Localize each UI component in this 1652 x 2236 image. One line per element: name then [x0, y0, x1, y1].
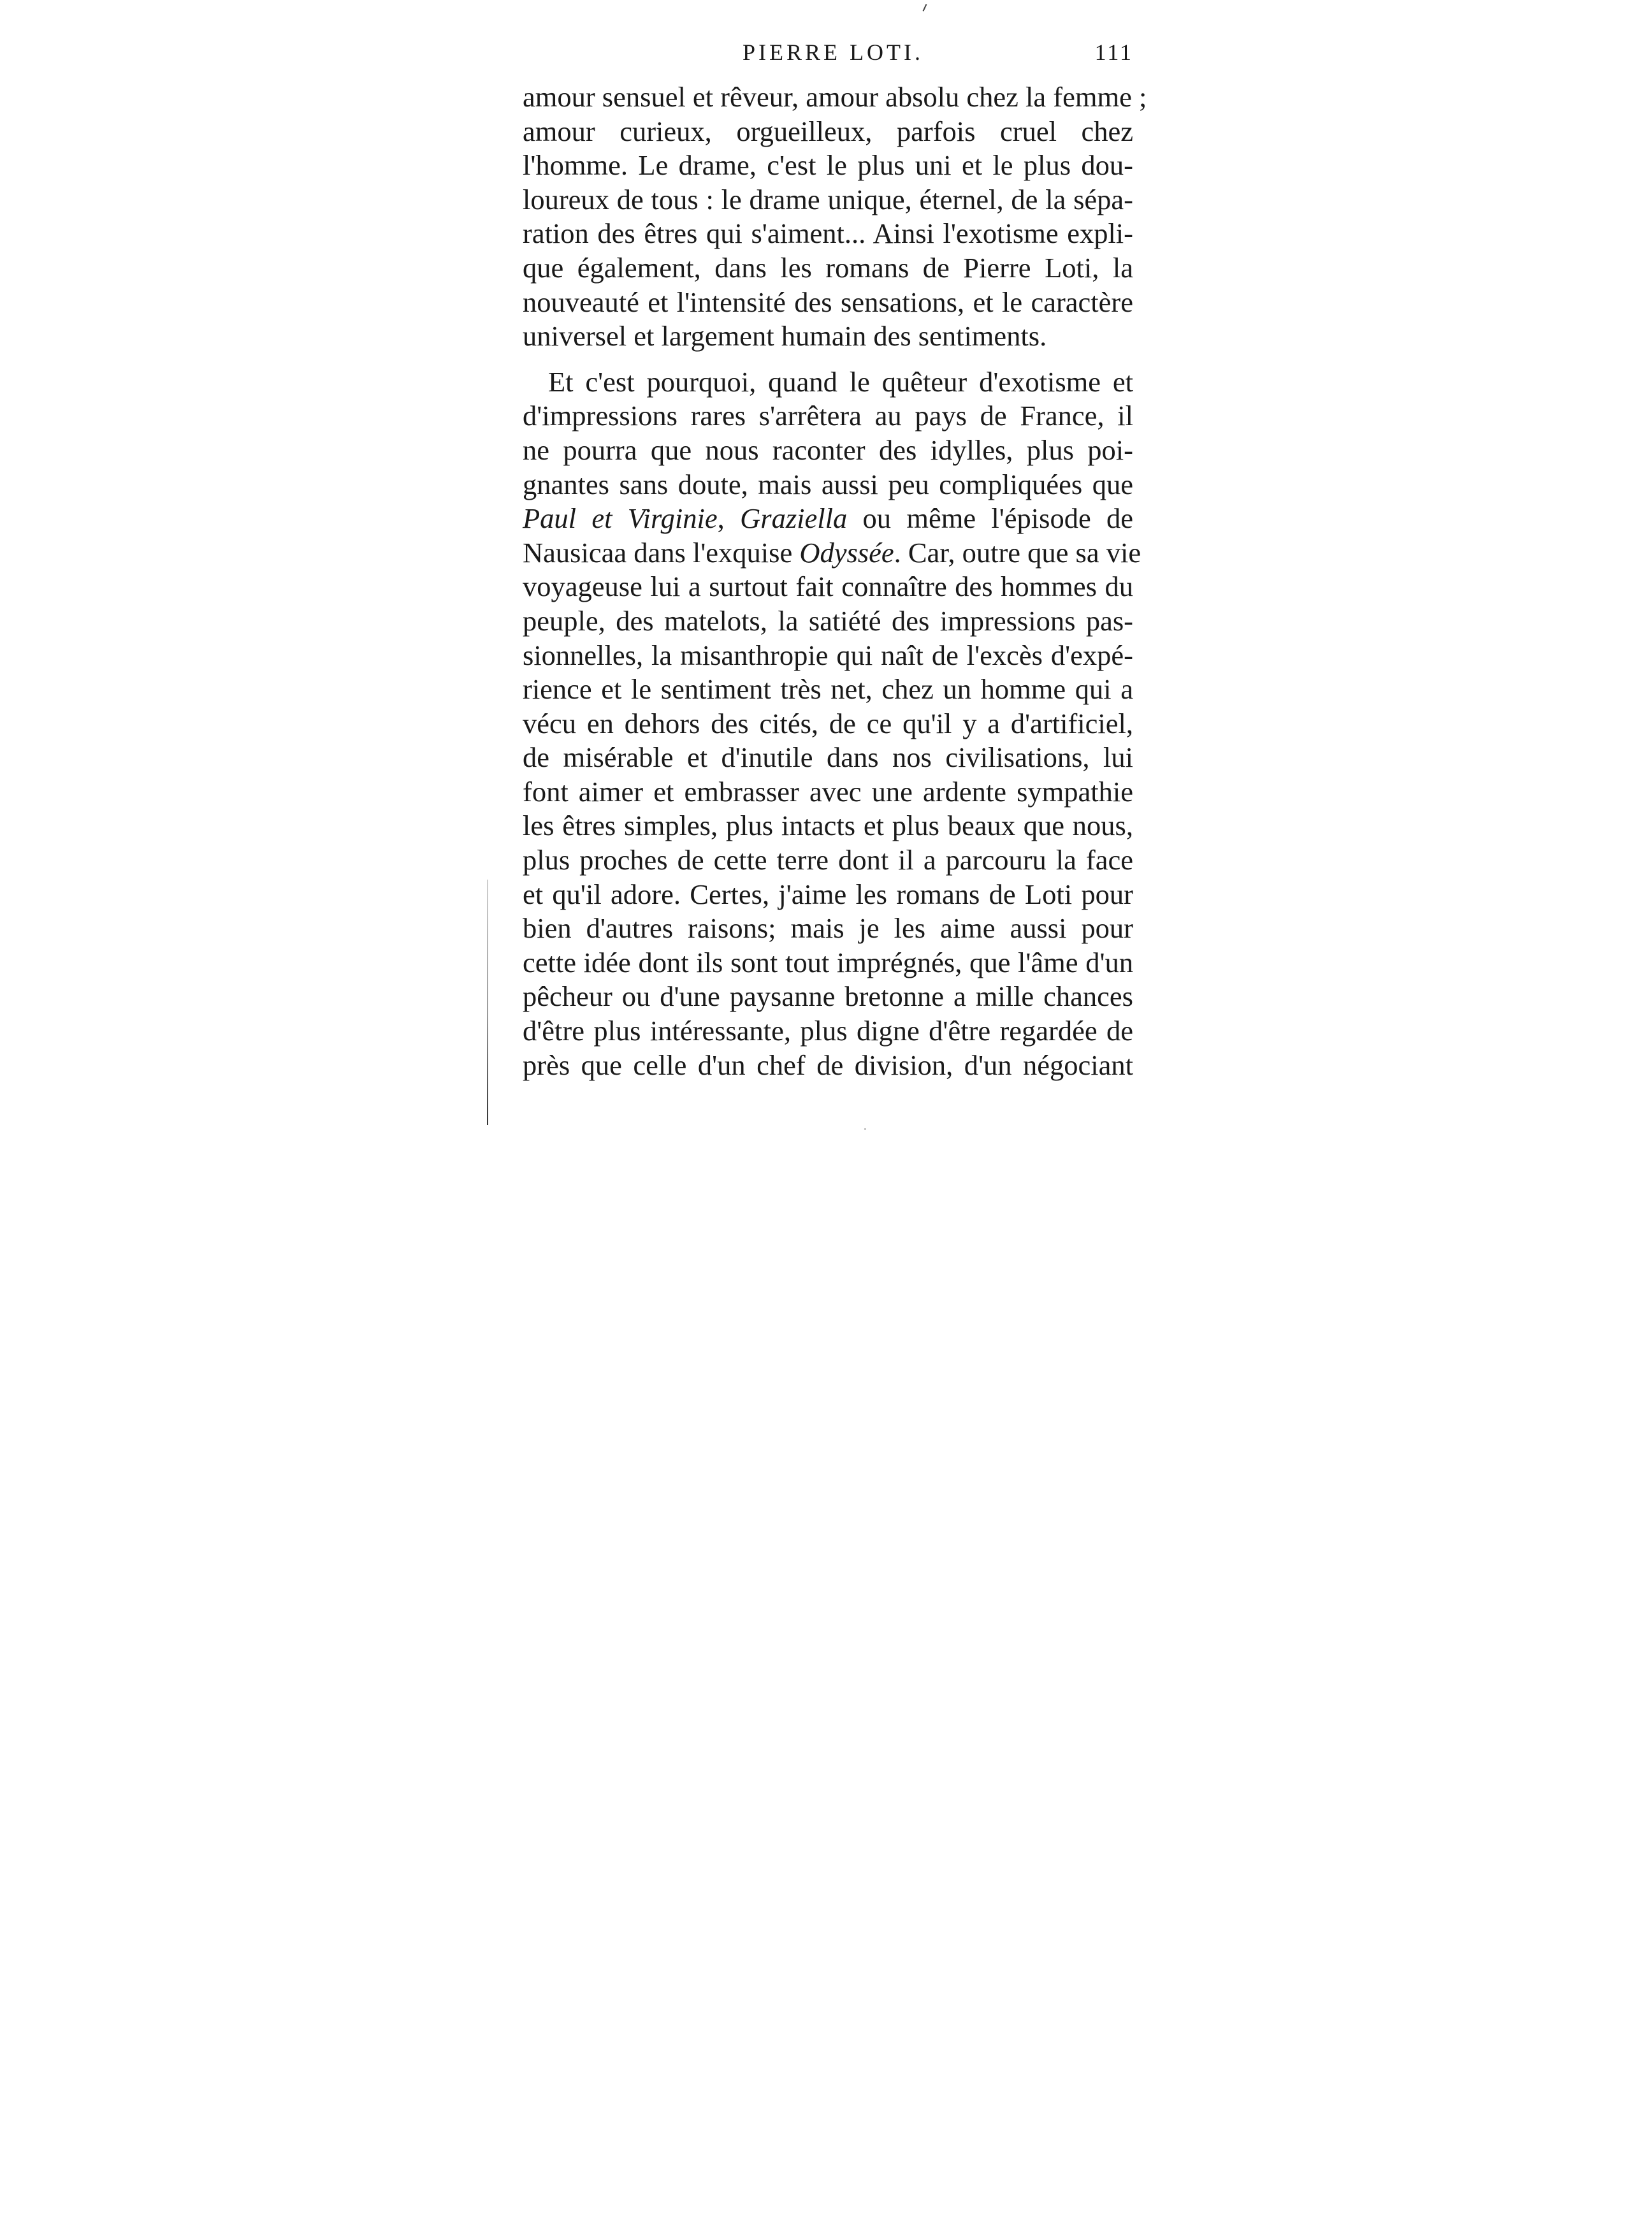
running-head: [523, 33, 1133, 71]
text-line: que également, dans les romans de Pierre Loti, la: [523, 251, 1133, 284]
text-line: voyageuse lui a surtout fait connaître des hommes du: [523, 570, 1133, 603]
paragraph: [523, 365, 1141, 1082]
text-line: font aimer et embrasser avec une ardente sympathie: [523, 775, 1133, 808]
book-title-odyssee: Odyssée: [799, 536, 894, 569]
page-number: 111: [1094, 40, 1133, 65]
text-line: d'impressions rares s'arrêtera au pays de France, il: [523, 400, 1133, 432]
text-line: peuple, des matelots, la satiété des impressions pas-: [523, 604, 1133, 637]
text-line: loureux de tous : le drame unique, éternel, de la sépa-: [523, 183, 1133, 215]
text-line: bien d'autres raisons; mais je les aime aussi pour: [523, 912, 1133, 945]
text-fragment: Nausicaa dans l'exquise: [523, 536, 793, 569]
text-fragment: ou même l'épisode de: [862, 502, 1134, 535]
text-line: et qu'il adore. Certes, j'aime les romans de Loti pour: [523, 878, 1133, 910]
text-line: amour curieux, orgueilleux, parfois cruel chez: [523, 115, 1133, 147]
text-line: près que celle d'un chef de division, d'un négociant: [523, 1049, 1133, 1081]
text-line: pêcheur ou d'une paysanne bretonne a mille chances: [523, 980, 1133, 1013]
text-line: [523, 536, 1141, 570]
text-line: gnantes sans doute, mais aussi peu compliquées que: [523, 468, 1133, 500]
text-line: vécu en dehors des cités, de ce qu'il y a d'artificiel,: [523, 707, 1133, 739]
text-line: Et c'est pourquoi, quand le quêteur d'exotisme et: [548, 365, 1133, 398]
text-line: cette idée dont ils sont tout imprégnés, que l'âme d'un: [523, 946, 1133, 978]
stray-ink-mark: [923, 4, 927, 11]
text-line: sionnelles, la misanthropie qui naît de l'excès d'expé-: [523, 639, 1133, 671]
margin-rule: [487, 880, 488, 1125]
text-line: d'être plus intéressante, plus digne d'être regardée de: [523, 1015, 1133, 1047]
text-line: plus proches de cette terre dont il a parcouru la face: [523, 844, 1133, 876]
book-title-paul-et-virginie: Paul et Virginie: [523, 502, 718, 535]
book-title-graziella: Graziella: [740, 502, 848, 535]
text-line: l'homme. Le drame, c'est le plus uni et le plus dou-: [523, 149, 1133, 182]
text-line: les êtres simples, plus intacts et plus beaux que nous,: [523, 809, 1133, 842]
text-line: universel et largement humain des sentiments.: [523, 320, 1047, 352]
text-line: rience et le sentiment très net, chez un homme qui a: [523, 673, 1133, 706]
text-line: ne pourra que nous raconter des idylles, plus poi-: [523, 433, 1133, 466]
text-fragment: . Car, outre que sa vie: [894, 536, 1141, 569]
text-line: nouveauté et l'intensité des sensations, et le caractère: [523, 286, 1133, 318]
text-line: [523, 502, 1133, 536]
body-text: [523, 80, 1147, 1082]
text-line: de misérable et d'inutile dans nos civilisations, lui: [523, 741, 1133, 774]
paper-speck: [864, 1128, 866, 1130]
running-title: PIERRE LOTI.: [743, 40, 924, 65]
punctuation: ,: [717, 502, 725, 535]
text-line: ration des êtres qui s'aiment... Ainsi l'exotisme expli-: [523, 217, 1133, 250]
paragraph: [523, 80, 1147, 354]
text-line: amour sensuel et rêveur, amour absolu chez la femme ;: [523, 81, 1147, 113]
